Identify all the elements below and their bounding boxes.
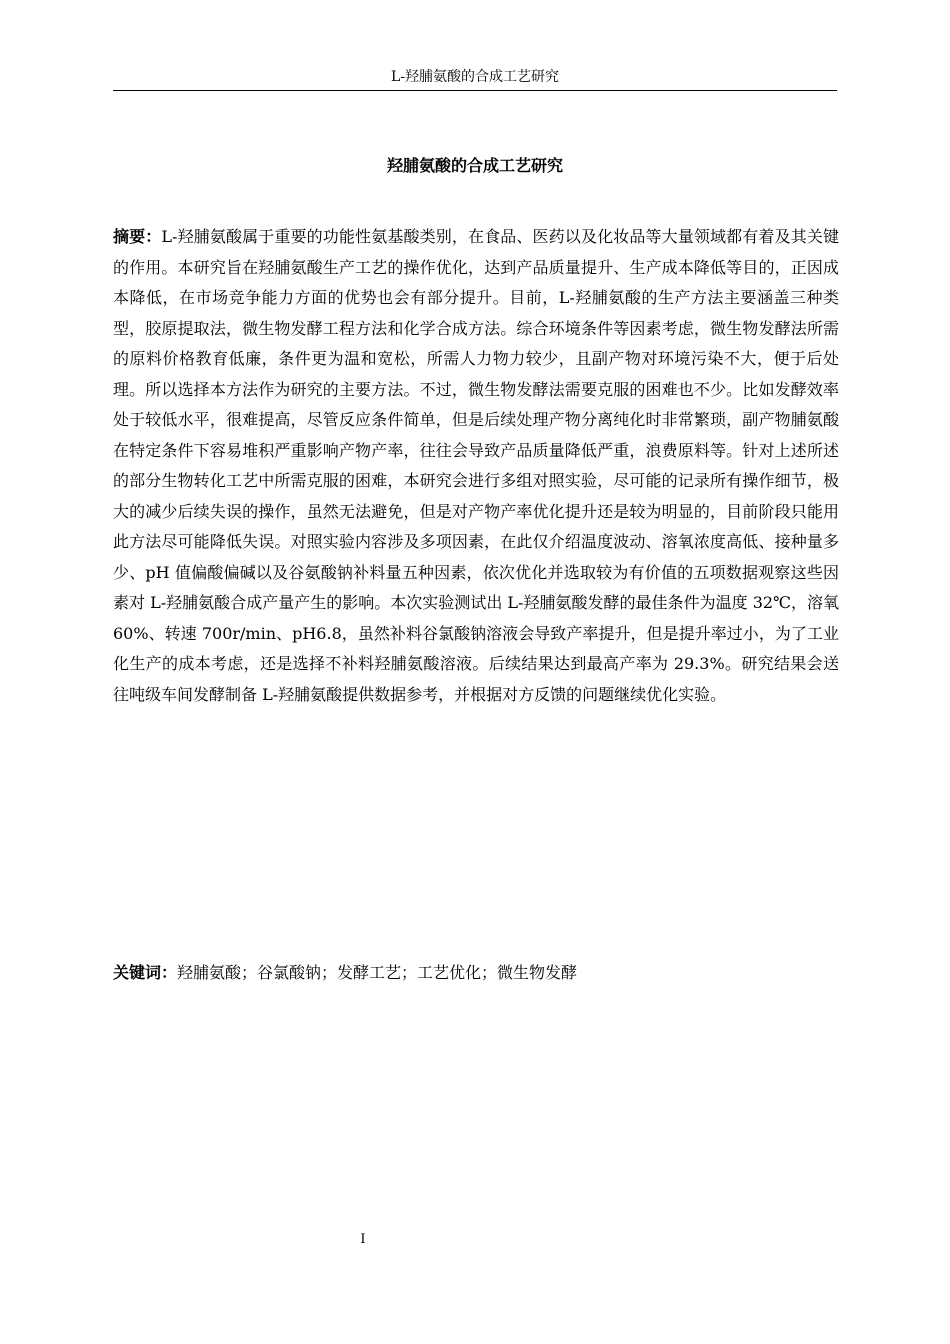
- keywords-text: 羟脯氨酸；谷氯酸钠；发酵工艺；工艺优化；微生物发酵: [177, 963, 578, 982]
- document-title: 羟脯氨酸的合成工艺研究: [386, 156, 563, 175]
- keywords-line: [113, 960, 837, 986]
- abstract-paragraph: [113, 222, 839, 710]
- page-number: I: [360, 1232, 366, 1247]
- abstract-label: 摘要：: [113, 227, 162, 246]
- abstract-text: L-羟脯氨酸属于重要的功能性氨基酸类别，在食品、医药以及化妆品等大量领域都有着及其关键的作用。本研究旨在羟脯氨酸生产工艺的操作优化，达到产品质量提升、生产成本降低等目的，正因成本降低，在市场竞争能力方面的优势也会有部分提升。目前，L-羟脯氨酸的生产方法主要涵盖三种类型，胶原提取法，微生物发酵工程方法和化学合成方法。综合环境条件等因素考虑，微生物发酵法所需的原料价格教育低廉，条件更为温和宽松，所需人力物力较少，且副产物对环境污染不大，便于后处理。所以选择本方法作为研究的主要方法。不过，微生物发酵法需要克服的困难也不少。比如发酵效率处于较低水平，很难提高，尽管反应条件简单，但是后续处理产物分离纯化时非常繁琐，副产物脯氨酸在特定条件下容易堆积严重影响产物产率，往往会导致产品质量降低严重，浪费原料等。针对上述所述的部分生物转化工艺中所需克服的困难，本研究会进行多组对照实验，尽可能的记录所有操作细节，极大的减少后续失误的操作，虽然无法避免，但是对产物产率优化提升还是较为明显的，目前阶段只能用此方法尽可能降低失误。对照实验内容涉及多项因素，在此仅介绍温度波动、溶氧浓度高低、接种量多少、pH 值偏酸偏碱以及谷氨酸钠补料量五种因素，依次优化并选取较为有价值的五项数据观察这些因素对 L-羟脯氨酸合成产量产生的影响。本次实验测试出 L-羟脯氨酸发酵的最佳条件为温度 32℃，溶氧 60%、转速 700r/min、pH6.8，虽然补料谷氯酸钠溶液会导致产率提升，但是提升率过小，为了工业化生产的成本考虑，还是选择不补料羟脯氨酸溶液。后续结果达到最高产率为 29.3%。研究结果会送往吨级车间发酵制备 L-羟脯氨酸提供数据参考，并根据对方反馈的问题继续优化实验。: [113, 227, 839, 704]
- header-rule: [113, 90, 837, 91]
- keywords-label: 关键词：: [113, 963, 178, 982]
- running-header: L-羟脯氨酸的合成工艺研究: [390, 69, 560, 85]
